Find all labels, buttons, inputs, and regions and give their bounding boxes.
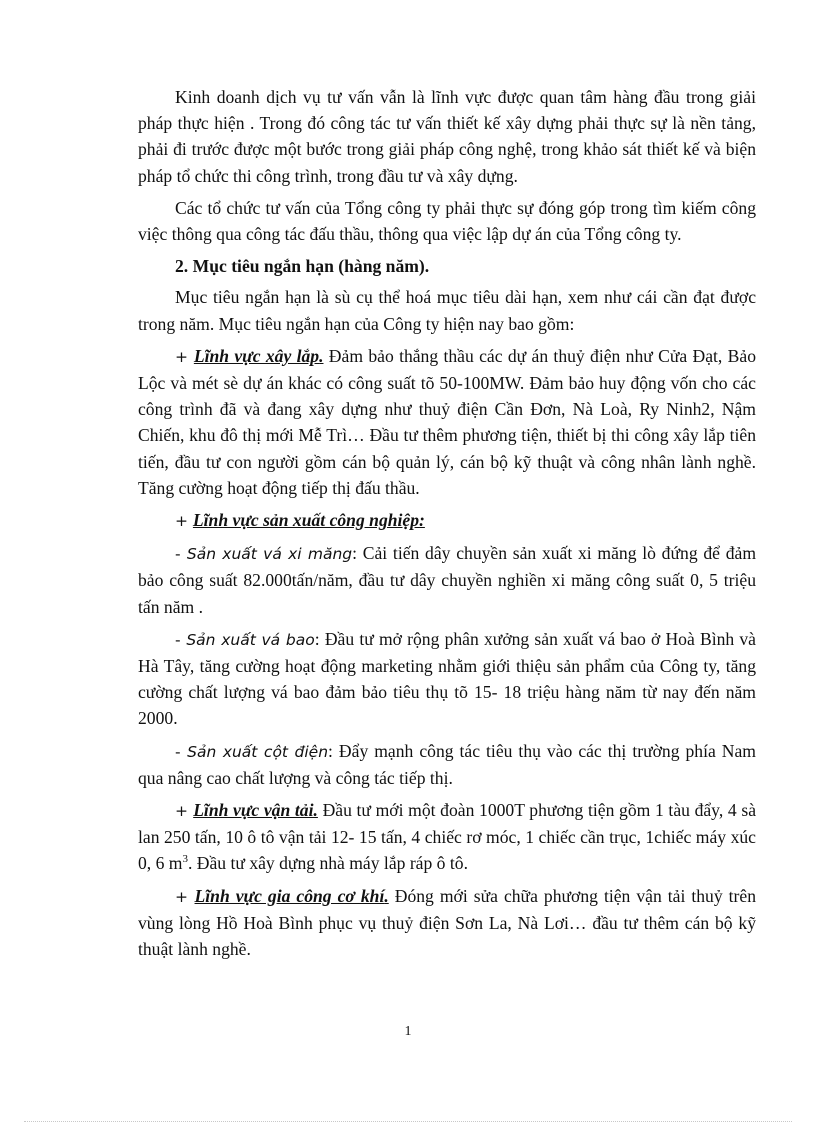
paragraph-industry xyxy=(138,507,756,534)
mechanical-text: Đóng mới sửa chữa phương tiện vận tải thuỷ trên vùng lòng Hồ Hoà Bình phục vụ thuỷ điện Sơn La, Nà Lơi… đầu tư thêm cán bộ kỹ thuật lành nghề. xyxy=(138,885,756,960)
paragraph-construction xyxy=(138,343,756,501)
bullet-plus: + xyxy=(175,347,194,366)
construction-text: Đảm bảo thắng thầu các dự án thuỷ điện như Cửa Đạt, Bảo Lộc và mét sè dự án khác có công suất tõ 50-100MW. Đảm bảo huy động vốn cho các công trình đã và đang xây dựng như thuỷ điện Cần Đơn, Nà Loà, Ry Ninh2, Nậm Chiến, khu đô thị mới Mễ Trì… Đầu tư thêm phương tiện, thiết bị thi công xây lắp tiên tiến, đầu tư con người gồm cán bộ quản lý, cán bộ kỹ thuật và công nhân lành nghề. Tăng cường hoạt động tiếp thị đấu thầu. xyxy=(138,345,756,498)
document-body xyxy=(138,84,756,968)
paragraph-mechanical xyxy=(138,883,756,963)
bullet-plus: + xyxy=(175,802,194,821)
paragraph-short-term-intro: Mục tiêu ngắn hạn là sù cụ thể hoá mục tiêu dài hạn, xem như cái cần đạt được trong năm. Mục tiêu ngắn hạn của Công ty hiện nay bao gồm: xyxy=(138,287,756,334)
sub-label-bags: Sản xuất vá bao xyxy=(186,630,315,649)
paragraph-bags xyxy=(138,626,756,732)
bullet-dash: - xyxy=(175,630,187,649)
page-number: 1 xyxy=(404,1024,412,1039)
bullet-plus: + xyxy=(175,887,195,906)
bullet-dash: - xyxy=(175,545,187,564)
paragraph-consulting: Kinh doanh dịch vụ tư vấn vẫn là lĩnh vực được quan tâm hàng đầu trong giải pháp thực hiện . Trong đó công tác tư vấn thiết kế xây dựng phải thực sự là nền tảng, phải đi trước được một bước trong giải pháp công nghệ, trong khảo sát thiết kế và biện pháp tổ chức thi công trình, trong đầu tư và xây dựng. xyxy=(138,87,756,186)
section-heading-short-term-goals: 2. Mục tiêu ngắn hạn (hàng năm). xyxy=(175,256,430,277)
bags-text: : Đầu tư mở rộng phân xưởng sản xuất vá bao ở Hoà Bình và Hà Tây, tăng cường hoạt động marketing nhằm giới thiệu sản phẩm của Công ty, tăng cường chất lượng vá bao đảm bảo tiêu thụ tõ 15- 18 triệu hàng năm từ nay đến năm 2000. xyxy=(138,628,756,729)
transport-text: Đầu tư mới một đoàn 1000T phương tiện gồm 1 tàu đẩy, 4 sà lan 250 tấn, 10 ô tô vận tải 12- 15 tấn, 4 chiếc rơ móc, 1 chiếc cần trục, 1chiếc máy xúc 0, 6 m xyxy=(138,800,757,874)
field-label-construction: Lĩnh vực xây lắp. xyxy=(193,345,324,366)
field-label-transport: Lĩnh vực vận tải. xyxy=(193,800,318,821)
sub-label-poles: Sản xuất cột điện xyxy=(187,742,329,761)
paragraph-cement xyxy=(138,540,756,620)
paragraph-transport xyxy=(138,797,756,877)
bullet-dash: - xyxy=(175,742,188,761)
bullet-plus: + xyxy=(175,512,193,531)
transport-text-end: . Đầu tư xây dựng nhà máy lắp ráp ô tô. xyxy=(187,853,468,874)
sub-label-cement: Sản xuất vá xi măng xyxy=(186,545,353,564)
cement-text: : Cải tiến dây chuyền sản xuất xi măng lò đứng để đảm bảo công suất 82.000tấn/năm, đầu tư dây chuyền nghiền xi măng công suất 0, 5 triệu tấn năm . xyxy=(138,543,756,617)
paragraph-poles xyxy=(138,738,756,791)
paragraph-consulting-organizations: Các tổ chức tư vấn của Tổng công ty phải thực sự đóng góp trong tìm kiếm công việc thông qua công tác đấu thầu, thông qua việc lập dự án của Tổng công ty. xyxy=(138,197,756,245)
superscript-cubic: 3 xyxy=(182,853,188,866)
field-label-industry: Lĩnh vực sản xuất công nghiệp: xyxy=(192,510,425,531)
poles-text: : Đẩy mạnh công tác tiêu thụ vào các thị trường phía Nam qua nâng cao chất lượng và công tác tiếp thị. xyxy=(138,740,756,788)
field-label-mechanical: Lĩnh vực gia công cơ khí. xyxy=(194,885,389,906)
page-bottom-divider xyxy=(24,1121,792,1122)
